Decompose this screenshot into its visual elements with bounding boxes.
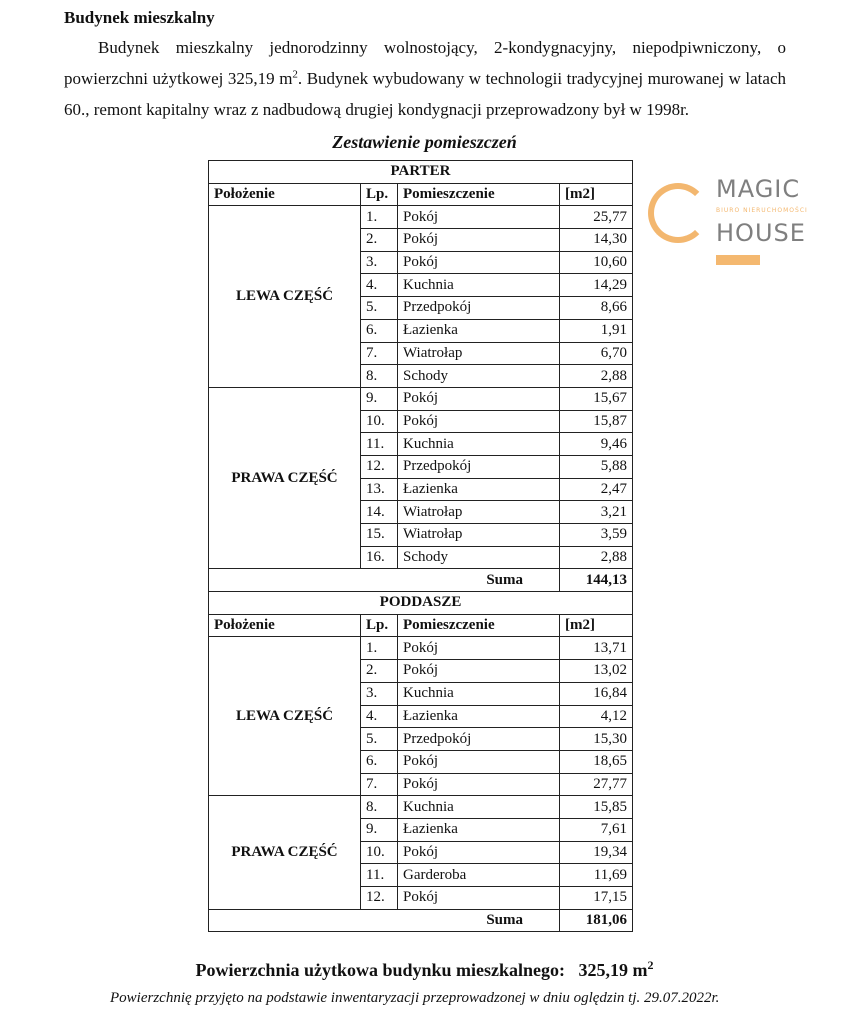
area-cell: 14,30 <box>560 229 633 252</box>
lp-cell: 4. <box>361 274 398 297</box>
lp-cell: 10. <box>361 410 398 433</box>
lp-cell: 9. <box>361 387 398 410</box>
lp-cell: 7. <box>361 342 398 365</box>
section-header-row <box>209 592 633 615</box>
room-cell: Pokój <box>398 773 560 796</box>
lp-cell: 6. <box>361 750 398 773</box>
area-cell: 16,84 <box>560 682 633 705</box>
area-cell: 2,88 <box>560 365 633 388</box>
lp-cell: 2. <box>361 660 398 683</box>
area-cell: 5,88 <box>560 455 633 478</box>
room-cell: Łazienka <box>398 705 560 728</box>
lp-cell: 13. <box>361 478 398 501</box>
area-cell: 11,69 <box>560 864 633 887</box>
room-cell: Schody <box>398 546 560 569</box>
area-cell: 13,02 <box>560 660 633 683</box>
column-header-row <box>209 614 633 637</box>
position-cell: LEWA CZĘŚĆ <box>209 637 361 796</box>
column-header-area: [m2] <box>560 183 633 206</box>
lp-cell: 10. <box>361 841 398 864</box>
lp-cell: 3. <box>361 682 398 705</box>
unit-superscript: 2 <box>647 958 654 973</box>
area-cell: 8,66 <box>560 297 633 320</box>
section-header-row <box>209 161 633 184</box>
area-cell: 15,85 <box>560 796 633 819</box>
section-title: PODDASZE <box>209 592 633 615</box>
lp-cell: 12. <box>361 455 398 478</box>
room-cell: Łazienka <box>398 478 560 501</box>
room-cell: Pokój <box>398 887 560 910</box>
room-cell: Kuchnia <box>398 274 560 297</box>
area-cell: 3,59 <box>560 524 633 547</box>
room-cell: Przedpokój <box>398 455 560 478</box>
room-cell: Kuchnia <box>398 682 560 705</box>
room-cell: Przedpokój <box>398 297 560 320</box>
column-header-row <box>209 183 633 206</box>
column-header-room: Pomieszczenie <box>398 614 560 637</box>
lp-cell: 9. <box>361 818 398 841</box>
rooms-table <box>208 160 633 932</box>
lp-cell: 5. <box>361 297 398 320</box>
room-cell: Wiatrołap <box>398 501 560 524</box>
lp-cell: 11. <box>361 433 398 456</box>
room-cell: Kuchnia <box>398 433 560 456</box>
sum-value: 181,06 <box>560 909 633 932</box>
total-area <box>0 958 849 982</box>
room-cell: Pokój <box>398 229 560 252</box>
area-cell: 1,91 <box>560 319 633 342</box>
lp-cell: 7. <box>361 773 398 796</box>
lp-cell: 4. <box>361 705 398 728</box>
room-cell: Przedpokój <box>398 728 560 751</box>
column-header-lp: Lp. <box>361 614 398 637</box>
area-cell: 27,77 <box>560 773 633 796</box>
area-cell: 15,30 <box>560 728 633 751</box>
sum-label: Suma <box>209 909 560 932</box>
area-cell: 9,46 <box>560 433 633 456</box>
lp-cell: 6. <box>361 319 398 342</box>
area-cell: 15,67 <box>560 387 633 410</box>
lp-cell: 1. <box>361 206 398 229</box>
description-paragraph: Budynek mieszkalny jednorodzinny wolnostojący, 2-kondygnacyjny, niepodpiwniczony, o powierzchni użytkowej 325,19 $m^2$. Budynek wybudowany w technologii tradycyjnej murowanej w latach 60., remont kapitalny wraz z nadbudową drugiej kondygnacji przeprowadzony był w 1998r. <box>64 38 787 119</box>
column-header-area: [m2] <box>560 614 633 637</box>
table-row <box>209 206 633 229</box>
area-cell: 7,61 <box>560 818 633 841</box>
lp-cell: 14. <box>361 501 398 524</box>
column-header-lp: Lp. <box>361 183 398 206</box>
section-heading: Budynek mieszkalny <box>64 8 215 27</box>
area-cell: 25,77 <box>560 206 633 229</box>
room-cell: Kuchnia <box>398 796 560 819</box>
column-header-position: Położenie <box>209 183 361 206</box>
area-cell: 13,71 <box>560 637 633 660</box>
lp-cell: 15. <box>361 524 398 547</box>
area-cell: 2,88 <box>560 546 633 569</box>
room-cell: Pokój <box>398 251 560 274</box>
area-cell: 18,65 <box>560 750 633 773</box>
room-cell: Pokój <box>398 410 560 433</box>
lp-cell: 11. <box>361 864 398 887</box>
column-header-position: Położenie <box>209 614 361 637</box>
room-cell: Łazienka <box>398 818 560 841</box>
area-cell: 17,15 <box>560 887 633 910</box>
lp-cell: 12. <box>361 887 398 910</box>
logo-line1: MAGIC <box>716 175 801 203</box>
lp-cell: 5. <box>361 728 398 751</box>
logo-line2: HOUSE <box>716 219 806 247</box>
sum-row <box>209 909 633 932</box>
room-cell: Pokój <box>398 660 560 683</box>
table-row <box>209 796 633 819</box>
area-cell: 10,60 <box>560 251 633 274</box>
room-cell: Pokój <box>398 841 560 864</box>
total-label: Powierzchnia użytkowa budynku mieszkalnego: <box>195 960 566 981</box>
position-cell: PRAWA CZĘŚĆ <box>209 387 361 569</box>
lp-cell: 1. <box>361 637 398 660</box>
table-title: Zestawienie pomieszczeń <box>332 132 517 152</box>
room-cell: Pokój <box>398 637 560 660</box>
position-cell: LEWA CZĘŚĆ <box>209 206 361 388</box>
area-cell: 4,12 <box>560 705 633 728</box>
room-cell: Schody <box>398 365 560 388</box>
area-cell: 6,70 <box>560 342 633 365</box>
lp-cell: 2. <box>361 229 398 252</box>
room-cell: Łazienka <box>398 319 560 342</box>
logo-tagline: BIURO NIERUCHOMOŚCI <box>716 207 808 214</box>
table-row <box>209 387 633 410</box>
room-cell: Wiatrołap <box>398 342 560 365</box>
lp-cell: 3. <box>361 251 398 274</box>
lp-cell: 8. <box>361 365 398 388</box>
area-cell: 3,21 <box>560 501 633 524</box>
position-cell: PRAWA CZĘŚĆ <box>209 796 361 909</box>
lp-cell: 16. <box>361 546 398 569</box>
sum-label: Suma <box>209 569 560 592</box>
footnote: Powierzchnię przyjęto na podstawie inwentaryzacji przeprowadzonej w dniu oględzin tj. 29.07.2022r. <box>110 990 720 1007</box>
column-header-room: Pomieszczenie <box>398 183 560 206</box>
room-cell: Wiatrołap <box>398 524 560 547</box>
table-row <box>209 637 633 660</box>
sum-value: 144,13 <box>560 569 633 592</box>
total-value: 325,19 m <box>578 960 648 981</box>
lp-cell: 8. <box>361 796 398 819</box>
section-title: PARTER <box>209 161 633 184</box>
area-cell: 15,87 <box>560 410 633 433</box>
sum-row <box>209 569 633 592</box>
room-cell: Pokój <box>398 750 560 773</box>
area-cell: 19,34 <box>560 841 633 864</box>
room-cell: Pokój <box>398 387 560 410</box>
area-cell: 14,29 <box>560 274 633 297</box>
area-cell: 2,47 <box>560 478 633 501</box>
room-cell: Pokój <box>398 206 560 229</box>
room-cell: Garderoba <box>398 864 560 887</box>
